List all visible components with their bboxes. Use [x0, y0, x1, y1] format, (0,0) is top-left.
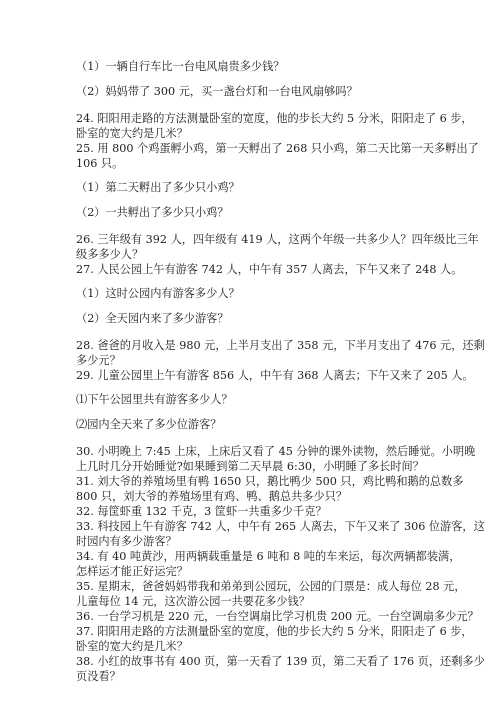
q27-part2: （2）全天园内来了多少游客？ — [76, 312, 229, 325]
q38-line1: 38. 小红的故事书有 400 页，第一天看了 139 页，第二天看了 176 页，还剩多少 — [76, 655, 485, 668]
q29-line1: 29. 儿童公园里上午有游客 856 人，中午有 368 人离去；下午又来了 205 人。 — [76, 369, 474, 382]
q25-line2: 106 只。 — [76, 157, 124, 170]
q23-part2: （2）妈妈带了 300 元，买一盏台灯和一台电风扇够吗？ — [76, 85, 358, 98]
q25-part1: （1）第二天孵出了多少只小鸡？ — [76, 181, 240, 194]
q33-line2: 时园内有多少游客？ — [76, 535, 177, 548]
q29-part2: ⑵园内全天来了多少位游客？ — [76, 418, 222, 431]
q31-line2: 800 只，刘大爷的养殖场里有鸡、鸭、鹅总共多少只？ — [76, 490, 348, 503]
q35-line2: 儿童每位 14 元，这次游公园一共要花多少钱？ — [76, 595, 310, 608]
q31-line1: 31. 刘大爷的养殖场里有鸭 1650 只，鹅比鸭少 500 只，鸡比鸭和鹅的总数多 — [76, 475, 464, 488]
q26-line2: 级多多少人？ — [76, 248, 144, 261]
q37-line1: 37. 阳阳用走路的方法测量卧室的宽度，他的步长大约 5 分米，阳阳走了 6 步， — [76, 625, 473, 638]
q25-part2: （2）一共孵出了多少只小鸡？ — [76, 206, 229, 219]
q30-line2: 上几时几分开始睡觉?如果睡到第二天早晨 6:30，小明睡了多长时间？ — [76, 460, 424, 473]
q27-line1: 27. 人民公园上午有游客 742 人，中午有 357 人离去，下午又来了 248 人。 — [76, 263, 463, 276]
q34-line2: 怎样运才能正好运完？ — [76, 565, 188, 578]
q24-line2: 卧室的宽大约是几米？ — [76, 127, 188, 140]
q33-line1: 33. 科技园上午有游客 742 人，中午有 265 人离去，下午又来了 306 位游客，这 — [76, 520, 485, 533]
q28-line2: 多少元？ — [76, 354, 121, 367]
q36-line1: 36. 一台学习机是 220 元，一台空调扇比学习机贵 200 元。一台空调扇多少元？ — [76, 610, 479, 623]
q25-line1: 25. 用 800 个鸡蛋孵小鸡，第一天孵出了 268 只小鸡，第二天比第一天多孵出了 — [76, 142, 479, 155]
q28-line1: 28. 爸爸的月收入是 980 元，上半月支出了 358 元，下半月支出了 476 元，还剩 — [76, 339, 485, 352]
q27-part1: （1）这时公园内有游客多少人？ — [76, 287, 240, 300]
q35-line1: 35. 星期末，爸爸妈妈带我和弟弟到公园玩，公园的门票是：成人每位 28 元， — [76, 580, 466, 593]
q26-line1: 26. 三年级有 392 人，四年级有 419 人，这两个年级一共多少人？四年级比三年 — [76, 233, 479, 246]
q30-line1: 30. 小明晚上 7:45 上床，上床后又看了 45 分钟的课外读物，然后睡觉。小明晚 — [76, 445, 476, 458]
q29-part1: ⑴下午公园里共有游客多少人？ — [76, 393, 233, 406]
q32-line1: 32. 每筐虾重 132 千克，3 筐虾一共重多少千克？ — [76, 505, 327, 518]
q37-line2: 卧室的宽大约是几米？ — [76, 640, 188, 653]
q38-line2: 页没看？ — [76, 670, 121, 683]
q24-line1: 24. 阳阳用走路的方法测量卧室的宽度，他的步长大约 5 分米，阳阳走了 6 步， — [76, 112, 473, 125]
q34-line1: 34. 有 40 吨黄沙，用两辆载重量是 6 吨和 8 吨的车来运，每次两辆都装满， — [76, 550, 461, 563]
q23-part1: （1）一辆自行车比一台电风扇贵多少钱？ — [76, 60, 285, 73]
